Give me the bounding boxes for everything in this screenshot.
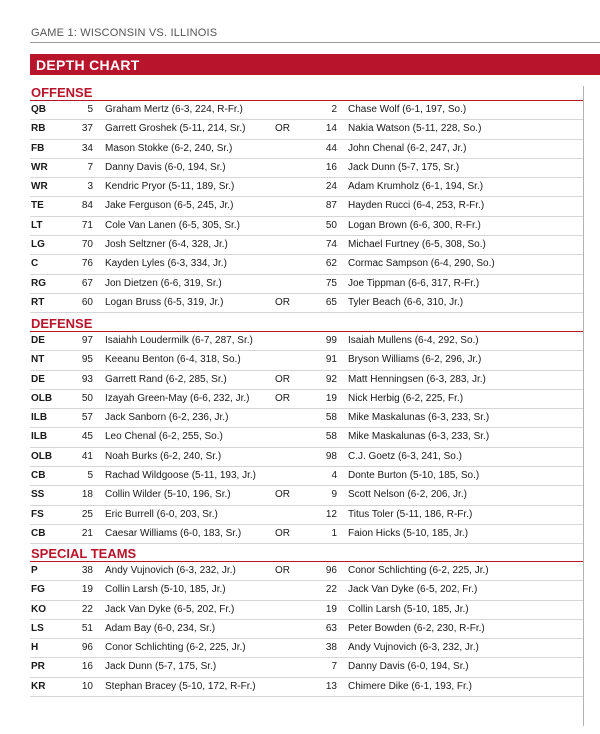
starter-name: Izayah Green-May (6-6, 232, Jr.) xyxy=(105,392,250,404)
position-label: CB xyxy=(31,470,46,482)
starter-number: 37 xyxy=(81,123,93,135)
starter-number: 60 xyxy=(81,296,93,308)
backup-number: 91 xyxy=(325,354,337,366)
or-label: OR xyxy=(275,123,290,135)
depth-row xyxy=(30,101,583,120)
starter-number: 97 xyxy=(81,335,93,346)
backup-name: Logan Brown (6-6, 300, R-Fr.) xyxy=(348,219,481,231)
position-label: RT xyxy=(31,296,45,308)
starter-name: Noah Burks (6-2, 240, Sr.) xyxy=(105,450,222,462)
position-label: WR xyxy=(31,181,48,193)
position-label: C xyxy=(31,258,39,270)
position-label: SS xyxy=(31,489,45,501)
starter-name: Kayden Lyles (6-3, 334, Jr.) xyxy=(105,258,227,270)
depth-row xyxy=(30,140,583,159)
backup-number: 12 xyxy=(325,508,337,520)
starter-name: Eric Burrell (6-0, 203, Sr.) xyxy=(105,508,218,520)
backup-name: Titus Toler (5-11, 186, R-Fr.) xyxy=(348,508,473,520)
backup-name: Michael Furtney (6-5, 308, So.) xyxy=(348,239,486,251)
backup-number: 44 xyxy=(325,142,337,154)
starter-number: 76 xyxy=(81,258,93,270)
starter-number: 93 xyxy=(81,373,93,385)
position-label: QB xyxy=(31,104,46,115)
backup-name: Jack Van Dyke (6-5, 202, Fr.) xyxy=(348,584,478,596)
section-title: DEFENSE xyxy=(30,317,583,332)
starter-name: Jack Sanborn (6-2, 236, Jr.) xyxy=(105,412,229,424)
backup-number: 99 xyxy=(325,335,337,346)
position-label: RB xyxy=(31,123,46,135)
position-label: RG xyxy=(31,277,46,289)
backup-name: Chimere Dike (6-1, 193, Fr.) xyxy=(348,680,472,692)
backup-number: 92 xyxy=(325,373,337,385)
starter-name: Conor Schlichting (6-2, 225, Jr.) xyxy=(105,642,246,654)
starter-number: 34 xyxy=(81,142,93,154)
depth-row xyxy=(30,601,583,620)
depth-row xyxy=(30,390,583,409)
backup-name: Peter Bowden (6-2, 230, R-Fr.) xyxy=(348,622,485,634)
starter-name: Collin Wilder (5-10, 196, Sr.) xyxy=(105,489,231,501)
starter-number: 50 xyxy=(81,392,93,404)
backup-name: Isaiah Mullens (6-4, 292, So.) xyxy=(348,335,479,346)
starter-number: 3 xyxy=(87,181,93,193)
starter-name: Kendric Pryor (5-11, 189, Sr.) xyxy=(105,181,235,193)
depth-row xyxy=(30,332,583,351)
backup-number: 38 xyxy=(325,642,337,654)
backup-name: Nakia Watson (5-11, 228, So.) xyxy=(348,123,482,135)
backup-name: Tyler Beach (6-6, 310, Jr.) xyxy=(348,296,464,308)
position-label: KO xyxy=(31,603,46,615)
backup-name: Nick Herbig (6-2, 225, Fr.) xyxy=(348,392,464,404)
backup-number: 98 xyxy=(325,450,337,462)
right-margin-rule xyxy=(583,86,584,726)
backup-name: Chase Wolf (6-1, 197, So.) xyxy=(348,104,467,115)
starter-number: 5 xyxy=(87,470,93,482)
backup-name: Andy Vujnovich (6-3, 232, Jr.) xyxy=(348,642,479,654)
starter-name: Graham Mertz (6-3, 224, R-Fr.) xyxy=(105,104,243,115)
starter-number: 21 xyxy=(81,527,93,539)
backup-name: Cormac Sampson (6-4, 290, So.) xyxy=(348,258,495,270)
depth-row xyxy=(30,178,583,197)
starter-number: 70 xyxy=(81,239,93,251)
position-label: PR xyxy=(31,661,45,673)
starter-number: 67 xyxy=(81,277,93,289)
starter-name: Cole Van Lanen (6-5, 305, Sr.) xyxy=(105,219,240,231)
starter-name: Logan Bruss (6-5, 319, Jr.) xyxy=(105,296,224,308)
backup-name: Danny Davis (6-0, 194, Sr.) xyxy=(348,661,469,673)
header-divider xyxy=(30,42,600,43)
backup-number: 65 xyxy=(325,296,337,308)
starter-name: Mason Stokke (6-2, 240, Sr.) xyxy=(105,142,233,154)
backup-number: 4 xyxy=(331,470,337,482)
position-label: FS xyxy=(31,508,44,520)
starter-number: 38 xyxy=(81,565,93,576)
backup-number: 2 xyxy=(331,104,337,115)
depth-row xyxy=(30,506,583,525)
depth-row xyxy=(30,197,583,216)
backup-number: 74 xyxy=(325,239,337,251)
starter-name: Garrett Groshek (5-11, 214, Sr.) xyxy=(105,123,246,135)
position-label: ILB xyxy=(31,431,48,443)
backup-number: 96 xyxy=(325,565,337,576)
backup-name: John Chenal (6-2, 247, Jr.) xyxy=(348,142,467,154)
starter-number: 18 xyxy=(81,489,93,501)
position-label: TE xyxy=(31,200,44,212)
backup-number: 19 xyxy=(325,392,337,404)
starter-name: Jack Van Dyke (6-5, 202, Fr.) xyxy=(105,603,235,615)
starter-name: Jon Dietzen (6-6, 319, Sr.) xyxy=(105,277,222,289)
starter-number: 71 xyxy=(81,219,93,231)
position-label: H xyxy=(31,642,39,654)
backup-name: Donte Burton (5-10, 185, So.) xyxy=(348,470,480,482)
position-label: LS xyxy=(31,622,44,634)
position-label: OLB xyxy=(31,450,53,462)
or-label: OR xyxy=(275,373,290,385)
starter-number: 45 xyxy=(81,431,93,443)
starter-name: Isaiahh Loudermilk (6-7, 287, Sr.) xyxy=(105,335,253,346)
position-label: DE xyxy=(31,335,45,346)
position-label: OLB xyxy=(31,392,53,404)
starter-name: Collin Larsh (5-10, 185, Jr.) xyxy=(105,584,226,596)
or-label: OR xyxy=(275,392,290,404)
depth-row xyxy=(30,581,583,600)
backup-number: 50 xyxy=(325,219,337,231)
depth-row xyxy=(30,486,583,505)
or-label: OR xyxy=(275,489,290,501)
backup-number: 62 xyxy=(325,258,337,270)
backup-name: Mike Maskalunas (6-3, 233, Sr.) xyxy=(348,412,490,424)
position-label: LT xyxy=(31,219,43,231)
or-label: OR xyxy=(275,296,290,308)
starter-number: 84 xyxy=(81,200,93,212)
depth-row xyxy=(30,525,583,544)
backup-number: 24 xyxy=(325,181,337,193)
or-label: OR xyxy=(275,565,290,576)
depth-row xyxy=(30,467,583,486)
backup-name: Scott Nelson (6-2, 206, Jr.) xyxy=(348,489,467,501)
depth-row xyxy=(30,562,583,581)
backup-name: Joe Tippman (6-6, 317, R-Fr.) xyxy=(348,277,480,289)
depth-row xyxy=(30,371,583,390)
starter-number: 5 xyxy=(87,104,93,115)
backup-number: 13 xyxy=(325,680,337,692)
starter-number: 25 xyxy=(81,508,93,520)
backup-number: 87 xyxy=(325,200,337,212)
starter-name: Jack Dunn (5-7, 175, Sr.) xyxy=(105,661,217,673)
depth-row xyxy=(30,120,583,139)
position-label: DE xyxy=(31,373,45,385)
depth-row xyxy=(30,275,583,294)
defense-section xyxy=(30,317,583,544)
starter-number: 19 xyxy=(81,584,93,596)
starter-name: Leo Chenal (6-2, 255, So.) xyxy=(105,431,223,443)
position-label: KR xyxy=(31,680,46,692)
starter-name: Danny Davis (6-0, 194, Sr.) xyxy=(105,161,226,173)
backup-number: 16 xyxy=(325,161,337,173)
starter-name: Josh Seltzner (6-4, 328, Jr.) xyxy=(105,239,228,251)
backup-number: 7 xyxy=(331,661,337,673)
offense-section xyxy=(30,86,583,313)
backup-number: 63 xyxy=(325,622,337,634)
depth-row xyxy=(30,255,583,274)
depth-row xyxy=(30,620,583,639)
starter-number: 16 xyxy=(81,661,93,673)
backup-number: 19 xyxy=(325,603,337,615)
depth-row xyxy=(30,351,583,370)
or-label: OR xyxy=(275,527,290,539)
depth-row xyxy=(30,639,583,658)
position-label: FG xyxy=(31,584,45,596)
depth-row xyxy=(30,236,583,255)
backup-name: Matt Henningsen (6-3, 283, Jr.) xyxy=(348,373,486,385)
position-label: FB xyxy=(31,142,45,154)
starter-name: Stephan Bracey (5-10, 172, R-Fr.) xyxy=(105,680,256,692)
backup-number: 22 xyxy=(325,584,337,596)
backup-name: Collin Larsh (5-10, 185, Jr.) xyxy=(348,603,469,615)
backup-name: C.J. Goetz (6-3, 241, So.) xyxy=(348,450,462,462)
special-teams-section xyxy=(30,547,583,697)
depth-row xyxy=(30,658,583,677)
backup-number: 9 xyxy=(331,489,337,501)
backup-number: 1 xyxy=(331,527,337,539)
starter-name: Keeanu Benton (6-4, 318, So.) xyxy=(105,354,241,366)
backup-name: Jack Dunn (5-7, 175, Sr.) xyxy=(348,161,460,173)
backup-number: 58 xyxy=(325,431,337,443)
starter-number: 95 xyxy=(81,354,93,366)
backup-number: 75 xyxy=(325,277,337,289)
depth-row xyxy=(30,448,583,467)
depth-row xyxy=(30,159,583,178)
position-label: CB xyxy=(31,527,46,539)
position-label: NT xyxy=(31,354,45,366)
starter-number: 51 xyxy=(81,622,93,634)
backup-name: Conor Schlichting (6-2, 225, Jr.) xyxy=(348,565,489,576)
section-title: SPECIAL TEAMS xyxy=(30,547,583,562)
starter-name: Caesar Williams (6-0, 183, Sr.) xyxy=(105,527,242,539)
starter-number: 7 xyxy=(87,161,93,173)
starter-name: Jake Ferguson (6-5, 245, Jr.) xyxy=(105,200,234,212)
starter-number: 10 xyxy=(81,680,93,692)
position-label: WR xyxy=(31,161,48,173)
backup-name: Bryson Williams (6-2, 296, Jr.) xyxy=(348,354,482,366)
depth-chart-banner xyxy=(30,54,600,75)
starter-number: 22 xyxy=(81,603,93,615)
backup-name: Adam Krumholz (6-1, 194, Sr.) xyxy=(348,181,484,193)
position-label: ILB xyxy=(31,412,48,424)
position-label: P xyxy=(31,565,38,576)
backup-name: Hayden Rucci (6-4, 253, R-Fr.) xyxy=(348,200,485,212)
backup-number: 14 xyxy=(325,123,337,135)
depth-row xyxy=(30,428,583,447)
section-title: OFFENSE xyxy=(30,86,583,101)
page-title: DEPTH CHART xyxy=(36,57,140,73)
depth-row xyxy=(30,678,583,697)
starter-number: 57 xyxy=(81,412,93,424)
backup-name: Faion Hicks (5-10, 185, Jr.) xyxy=(348,527,469,539)
starter-name: Rachad Wildgoose (5-11, 193, Jr.) xyxy=(105,470,257,482)
starter-name: Adam Bay (6-0, 234, Sr.) xyxy=(105,622,216,634)
starter-number: 41 xyxy=(81,450,93,462)
starter-name: Garrett Rand (6-2, 285, Sr.) xyxy=(105,373,227,385)
depth-row xyxy=(30,409,583,428)
starter-name: Andy Vujnovich (6-3, 232, Jr.) xyxy=(105,565,236,576)
depth-row xyxy=(30,217,583,236)
depth-row xyxy=(30,294,583,313)
backup-name: Mike Maskalunas (6-3, 233, Sr.) xyxy=(348,431,490,443)
backup-number: 58 xyxy=(325,412,337,424)
position-label: LG xyxy=(31,239,45,251)
game-title: GAME 1: WISCONSIN VS. ILLINOIS xyxy=(31,27,218,39)
starter-number: 96 xyxy=(81,642,93,654)
